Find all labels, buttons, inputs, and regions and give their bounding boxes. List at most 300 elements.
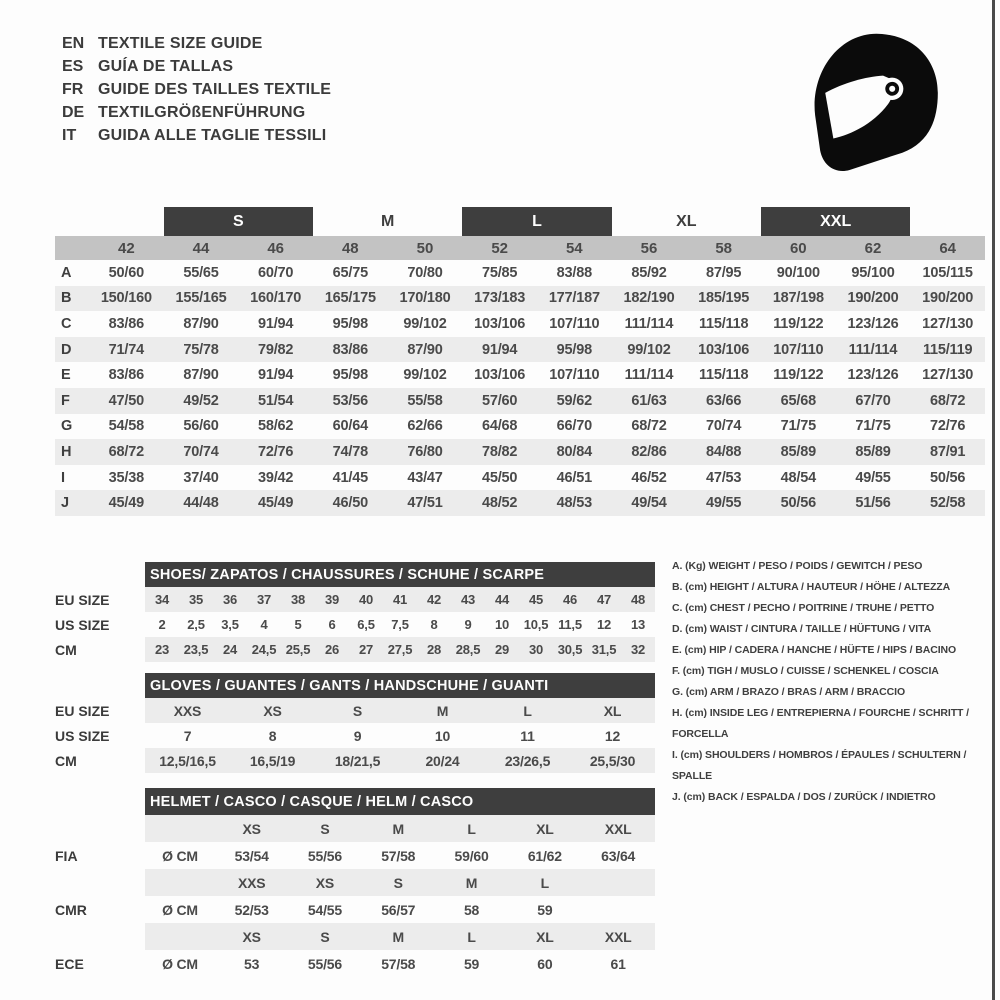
- size-value: 87/90: [183, 315, 219, 332]
- size-value: 64/68: [482, 418, 518, 435]
- section-title-bar: HELMET / CASCO / CASQUE / HELM / CASCO: [145, 788, 655, 815]
- size-value: 91/94: [462, 337, 537, 363]
- row-label: EU SIZE: [55, 591, 110, 608]
- size-value: 58: [463, 901, 480, 918]
- size-value: 54/55: [307, 901, 342, 918]
- size-value: 71/75: [855, 418, 891, 435]
- row-label: CM: [55, 752, 77, 769]
- size-value: 85/92: [631, 264, 667, 281]
- size-value: 67/70: [836, 388, 911, 414]
- size-value: 12: [604, 727, 621, 744]
- size-value: 10: [434, 727, 451, 744]
- legend-entry: H. (cm) INSIDE LEG / ENTREPIERNA / FOURCHE / SCHRITT / FORCELLA: [672, 707, 969, 740]
- size-value: 7: [183, 727, 192, 744]
- language-title-row: [62, 55, 331, 78]
- guide-title: GUIDE DES TAILLES TEXTILE: [98, 80, 332, 98]
- size-value: 115/119: [910, 337, 985, 363]
- helmet-size-label: M: [362, 815, 435, 842]
- size-value: 84/88: [686, 439, 761, 465]
- row-letter: E: [61, 367, 71, 384]
- eu-size-label: 44: [164, 236, 239, 260]
- row-letter: C: [61, 315, 72, 332]
- legend-entry: C. (cm) CHEST / PECHO / POITRINE / TRUHE / PETTO: [672, 602, 935, 614]
- size-value: 2: [158, 617, 166, 632]
- section-title-bar: GLOVES / GUANTES / GANTS / HANDSCHUHE / GUANTI: [145, 673, 655, 698]
- size-value: 26: [315, 637, 349, 662]
- group-spacer: [55, 207, 164, 236]
- row-letter: F: [55, 388, 89, 414]
- size-value: 87/95: [706, 264, 742, 281]
- language-title-list: [62, 32, 331, 147]
- size-value: 75/85: [482, 264, 518, 281]
- size-value: 51/56: [836, 490, 911, 516]
- row-label: EU SIZE: [55, 702, 110, 719]
- size-value: 60/64: [332, 418, 368, 435]
- section-label-spacer: [55, 562, 145, 587]
- guide-title: TEXTILE SIZE GUIDE: [98, 34, 263, 52]
- size-value: 55/65: [183, 264, 219, 281]
- legend-entry: B. (cm) HEIGHT / ALTURA / HAUTEUR / HÖHE / ALTEZZA: [672, 581, 951, 593]
- size-value: 185/195: [686, 286, 761, 312]
- language-title-row: [62, 78, 331, 101]
- size-value: 31,5: [587, 637, 621, 662]
- language-code: DE: [62, 103, 85, 121]
- size-value: 83/86: [108, 367, 144, 384]
- size-value: 56/57: [381, 901, 416, 918]
- section-label-spacer: [55, 673, 145, 698]
- eu-size-label: 48: [313, 236, 388, 260]
- legend-entry: E. (cm) HIP / CADERA / HANCHE / HÜFTE / HIPS / BACINO: [672, 644, 957, 656]
- helmet-size-label: L: [435, 923, 508, 950]
- size-value: 46/51: [556, 469, 592, 486]
- size-value: 66/70: [556, 418, 592, 435]
- size-value: 37/40: [183, 469, 219, 486]
- size-value: XL: [570, 698, 655, 723]
- size-value: 34: [145, 587, 179, 612]
- size-value: 41: [383, 587, 417, 612]
- size-value: 53/56: [313, 388, 388, 414]
- size-value: 111/114: [624, 315, 674, 332]
- size-value: 6: [328, 617, 336, 632]
- language-title-row: [62, 32, 331, 55]
- legend-entry: A. (Kg) WEIGHT / PESO / POIDS / GEWITCH / PESO: [672, 560, 923, 572]
- helmet-size-label: XXL: [581, 815, 654, 842]
- racing-helmet-icon: [812, 32, 946, 174]
- size-value: 45: [519, 587, 553, 612]
- eu-size-label: 42: [89, 236, 164, 260]
- size-value: 47/53: [706, 469, 742, 486]
- size-value: 65/75: [332, 264, 368, 281]
- size-value: 95/100: [851, 264, 895, 281]
- size-value: 68/72: [89, 439, 164, 465]
- size-value: 99/102: [612, 337, 687, 363]
- visor-pivot-center: [889, 86, 895, 92]
- size-value: 107/110: [549, 367, 600, 384]
- row-label: CM: [55, 641, 77, 658]
- size-prefix-spacer: [145, 869, 215, 896]
- size-value: 71/75: [780, 418, 816, 435]
- size-value: 16,5/19: [230, 748, 315, 773]
- size-value: 59/60: [454, 847, 489, 864]
- size-value: 43/47: [407, 469, 443, 486]
- size-value: 61: [610, 955, 626, 972]
- language-title-row: [62, 101, 331, 124]
- size-value: 12: [596, 617, 612, 632]
- size-value: 90/100: [776, 264, 820, 281]
- diameter-prefix: Ø CM: [162, 955, 198, 972]
- eu-size-corner: [55, 236, 89, 260]
- helmet-size-label: S: [362, 869, 435, 896]
- size-value: 170/180: [388, 286, 463, 312]
- size-value: 99/102: [403, 315, 447, 332]
- helmet-size-label: XL: [508, 815, 581, 842]
- shoes-size-section: [55, 562, 655, 662]
- eu-size-label: 56: [612, 236, 687, 260]
- size-value: 70/74: [164, 439, 239, 465]
- size-value: 24,5: [247, 637, 281, 662]
- legend-entry: J. (cm) BACK / ESPALDA / DOS / ZURÜCK / INDIETRO: [672, 791, 936, 803]
- size-value: 57/58: [381, 955, 416, 972]
- row-letter: B: [55, 286, 89, 312]
- size-value: 91/94: [258, 315, 294, 332]
- legend-entry: G. (cm) ARM / BRAZO / BRAS / ARM / BRACCIO: [672, 686, 906, 698]
- size-value: 53/54: [234, 847, 269, 864]
- legend-entry: I. (cm) SHOULDERS / HOMBROS / ÉPAULES / SCHULTERN / SPALLE: [672, 749, 967, 782]
- size-value: 49/55: [686, 490, 761, 516]
- size-value: 85/89: [761, 439, 836, 465]
- size-value: 82/86: [612, 439, 687, 465]
- standard-label-spacer: [55, 923, 145, 950]
- language-code: ES: [62, 57, 84, 75]
- size-value: 32: [621, 637, 655, 662]
- size-value: 52/58: [910, 490, 985, 516]
- size-value: 48: [621, 587, 655, 612]
- measurement-legend: [672, 556, 998, 808]
- section-label-spacer: [55, 788, 145, 815]
- size-value: 103/106: [474, 367, 526, 384]
- row-letter: A: [61, 264, 72, 281]
- size-value: 190/200: [910, 286, 985, 312]
- size-value: 68/72: [631, 418, 667, 435]
- size-value: 111/114: [624, 367, 674, 384]
- size-value: 38: [281, 587, 315, 612]
- size-value: M: [400, 698, 485, 723]
- row-letter: J: [55, 490, 89, 516]
- helmet-size-label: XS: [215, 923, 288, 950]
- row-label: US SIZE: [55, 616, 110, 633]
- row-letter: H: [55, 439, 89, 465]
- size-value: 44: [485, 587, 519, 612]
- size-value: 45/49: [89, 490, 164, 516]
- shoes-size-table: [55, 562, 655, 662]
- size-value: 10,5: [523, 617, 549, 632]
- size-value: L: [485, 698, 570, 723]
- size-value: 48/54: [780, 469, 816, 486]
- size-value: 20/24: [400, 748, 485, 773]
- eu-size-label: 64: [910, 236, 985, 260]
- size-value: 43: [451, 587, 485, 612]
- size-value: 87/90: [388, 337, 463, 363]
- size-value: 8: [430, 617, 438, 632]
- size-value: 49/52: [164, 388, 239, 414]
- size-value: 61/63: [612, 388, 687, 414]
- size-value: 83/86: [108, 315, 144, 332]
- size-value: 18/21,5: [315, 748, 400, 773]
- size-group-m: M: [380, 212, 395, 230]
- language-code: EN: [62, 34, 85, 52]
- size-value: 107/110: [549, 315, 600, 332]
- size-value: 119/122: [773, 367, 824, 384]
- size-value: 115/118: [698, 315, 749, 332]
- size-value: 29: [485, 637, 519, 662]
- eu-size-label: 60: [761, 236, 836, 260]
- size-value: 70/80: [407, 264, 443, 281]
- size-value: 65/68: [761, 388, 836, 414]
- legend-entry: D. (cm) WAIST / CINTURA / TAILLE / HÜFTUNG / VITA: [672, 623, 932, 635]
- size-value: 10: [494, 617, 510, 632]
- size-value: 23/26,5: [485, 748, 570, 773]
- size-value: 47/50: [89, 388, 164, 414]
- helmet-size-section: [55, 788, 655, 977]
- size-value: 50/56: [930, 469, 966, 486]
- size-value: 28: [417, 637, 451, 662]
- diameter-prefix: Ø CM: [162, 901, 198, 918]
- standard-label: FIA: [55, 847, 78, 864]
- size-value: 187/198: [761, 286, 836, 312]
- size-value: 6,5: [357, 617, 375, 632]
- size-value: 55/56: [307, 955, 342, 972]
- size-value: 13: [630, 617, 646, 632]
- size-value: 7,5: [391, 617, 409, 632]
- size-value: 9: [353, 727, 362, 744]
- size-value: 74/78: [313, 439, 388, 465]
- size-value: 127/130: [922, 367, 974, 384]
- section-title-bar: SHOES/ ZAPATOS / CHAUSSURES / SCHUHE / SCARPE: [145, 562, 655, 587]
- guide-title: GUIDA ALLE TAGLIE TESSILI: [98, 126, 327, 144]
- size-value: 173/183: [462, 286, 537, 312]
- size-group-xxl: XXL: [761, 207, 910, 236]
- size-value: 47: [587, 587, 621, 612]
- standard-label: CMR: [55, 901, 87, 918]
- helmet-size-table: [55, 788, 655, 977]
- size-value: [581, 896, 654, 923]
- size-value: 2,5: [187, 617, 205, 632]
- size-value: 119/122: [773, 315, 824, 332]
- size-value: 60: [537, 955, 553, 972]
- standard-label-spacer: [55, 815, 145, 842]
- size-value: 24: [213, 637, 247, 662]
- size-group-l: L: [462, 207, 611, 236]
- helmet-size-label: XL: [508, 923, 581, 950]
- size-value: 103/106: [474, 315, 526, 332]
- size-value: 40: [349, 587, 383, 612]
- size-value: 79/82: [238, 337, 313, 363]
- size-value: 63/64: [601, 847, 636, 864]
- size-value: 46/50: [313, 490, 388, 516]
- size-value: 165/175: [313, 286, 388, 312]
- size-value: 42: [417, 587, 451, 612]
- size-prefix-spacer: [145, 815, 215, 842]
- language-code: IT: [62, 126, 77, 144]
- helmet-size-label: XXL: [581, 923, 654, 950]
- size-value: 60/70: [258, 264, 294, 281]
- size-value: 63/66: [686, 388, 761, 414]
- size-value: 28,5: [451, 637, 485, 662]
- size-value: 59: [463, 955, 480, 972]
- gloves-size-section: [55, 673, 655, 773]
- size-value: 50/60: [108, 264, 144, 281]
- standard-label: ECE: [55, 955, 84, 972]
- size-value: 105/115: [922, 264, 973, 281]
- size-value: 27,5: [383, 637, 417, 662]
- guide-title: GUÍA DE TALLAS: [98, 57, 234, 75]
- size-value: 85/89: [836, 439, 911, 465]
- size-value: 72/76: [238, 439, 313, 465]
- size-value: 25,5/30: [570, 748, 655, 773]
- size-value: 41/45: [332, 469, 368, 486]
- size-value: 91/94: [258, 367, 294, 384]
- guide-title: TEXTILGRÖßENFÜHRUNG: [98, 103, 306, 121]
- legend-entry: F. (cm) TIGH / MUSLO / CUISSE / SCHENKEL / COSCIA: [672, 665, 939, 677]
- size-value: XXS: [145, 698, 230, 723]
- language-code: FR: [62, 80, 84, 98]
- helmet-size-label: S: [288, 815, 361, 842]
- size-value: 83/88: [556, 264, 592, 281]
- size-value: 71/74: [89, 337, 164, 363]
- size-value: 37: [247, 587, 281, 612]
- size-value: 50/56: [761, 490, 836, 516]
- helmet-size-label: L: [435, 815, 508, 842]
- size-value: S: [315, 698, 400, 723]
- helmet-size-label: [581, 869, 654, 896]
- size-value: 59/62: [537, 388, 612, 414]
- size-value: 57/60: [462, 388, 537, 414]
- size-value: 51/54: [238, 388, 313, 414]
- size-value: 45/50: [482, 469, 518, 486]
- size-value: 35: [179, 587, 213, 612]
- eu-size-label: 54: [537, 236, 612, 260]
- size-value: 70/74: [706, 418, 742, 435]
- size-value: 160/170: [238, 286, 313, 312]
- size-value: 59: [537, 901, 553, 918]
- size-value: 23: [145, 637, 179, 662]
- size-value: 72/76: [930, 418, 966, 435]
- size-value: 39/42: [258, 469, 294, 486]
- size-value: 30: [519, 637, 553, 662]
- helmet-size-label: S: [288, 923, 361, 950]
- size-group-xl: XL: [676, 212, 697, 230]
- size-value: 155/165: [164, 286, 239, 312]
- size-value: 5: [294, 617, 302, 632]
- size-value: 53: [244, 955, 260, 972]
- helmet-size-label: XS: [288, 869, 361, 896]
- size-value: 87/91: [910, 439, 985, 465]
- size-value: 107/110: [761, 337, 836, 363]
- size-value: 95/98: [332, 315, 368, 332]
- size-group-s: S: [164, 207, 313, 236]
- size-value: 44/48: [164, 490, 239, 516]
- size-value: 83/86: [313, 337, 388, 363]
- size-value: 58/62: [258, 418, 294, 435]
- textile-size-table: [55, 207, 985, 516]
- size-value: 11,5: [558, 617, 582, 632]
- size-value: 35/38: [108, 469, 144, 486]
- size-value: XS: [230, 698, 315, 723]
- size-value: 27: [349, 637, 383, 662]
- size-value: 62/66: [407, 418, 443, 435]
- size-value: 127/130: [922, 315, 974, 332]
- size-value: 30,5: [553, 637, 587, 662]
- size-value: 95/98: [537, 337, 612, 363]
- row-letter: I: [61, 469, 65, 486]
- size-value: 177/187: [537, 286, 612, 312]
- size-value: 75/78: [164, 337, 239, 363]
- size-value: 54/58: [108, 418, 144, 435]
- diameter-prefix: Ø CM: [162, 847, 198, 864]
- gloves-size-table: [55, 673, 655, 773]
- size-value: 25,5: [281, 637, 315, 662]
- eu-size-label: 46: [238, 236, 313, 260]
- size-value: 23,5: [179, 637, 213, 662]
- size-value: 76/80: [388, 439, 463, 465]
- size-value: 9: [464, 617, 472, 632]
- size-value: 3,5: [221, 617, 239, 632]
- helmet-size-label: XXS: [215, 869, 288, 896]
- size-value: 95/98: [332, 367, 368, 384]
- row-letter: D: [55, 337, 89, 363]
- size-value: 8: [268, 727, 277, 744]
- size-value: 46: [553, 587, 587, 612]
- language-title-row: [62, 124, 331, 147]
- eu-size-label: 52: [462, 236, 537, 260]
- row-label: US SIZE: [55, 727, 110, 744]
- size-value: 55/56: [307, 847, 342, 864]
- size-value: 68/72: [910, 388, 985, 414]
- row-letter: G: [61, 418, 73, 435]
- size-value: 99/102: [403, 367, 447, 384]
- group-spacer: [910, 207, 985, 236]
- size-value: 80/84: [537, 439, 612, 465]
- size-value: 123/126: [847, 367, 899, 384]
- size-value: 55/58: [388, 388, 463, 414]
- eu-size-label: 62: [836, 236, 911, 260]
- size-value: 48/52: [462, 490, 537, 516]
- helmet-size-label: XS: [215, 815, 288, 842]
- size-value: 46/52: [631, 469, 667, 486]
- standard-label-spacer: [55, 869, 145, 896]
- helmet-size-label: M: [362, 923, 435, 950]
- size-value: 182/190: [612, 286, 687, 312]
- eu-size-label: 50: [388, 236, 463, 260]
- size-value: 4: [260, 617, 268, 632]
- size-value: 57/58: [381, 847, 416, 864]
- helmet-size-label: M: [435, 869, 508, 896]
- size-value: 36: [213, 587, 247, 612]
- eu-size-label: 58: [686, 236, 761, 260]
- size-value: 39: [315, 587, 349, 612]
- size-value: 49/55: [855, 469, 891, 486]
- page-edge-line: [992, 0, 995, 1000]
- size-value: 103/106: [686, 337, 761, 363]
- size-value: 47/51: [388, 490, 463, 516]
- size-prefix-spacer: [145, 923, 215, 950]
- size-value: 11: [520, 727, 535, 744]
- size-value: 52/53: [234, 901, 269, 918]
- size-value: 61/62: [527, 847, 562, 864]
- size-value: 150/160: [89, 286, 164, 312]
- size-value: 49/54: [612, 490, 687, 516]
- helmet-size-label: L: [508, 869, 581, 896]
